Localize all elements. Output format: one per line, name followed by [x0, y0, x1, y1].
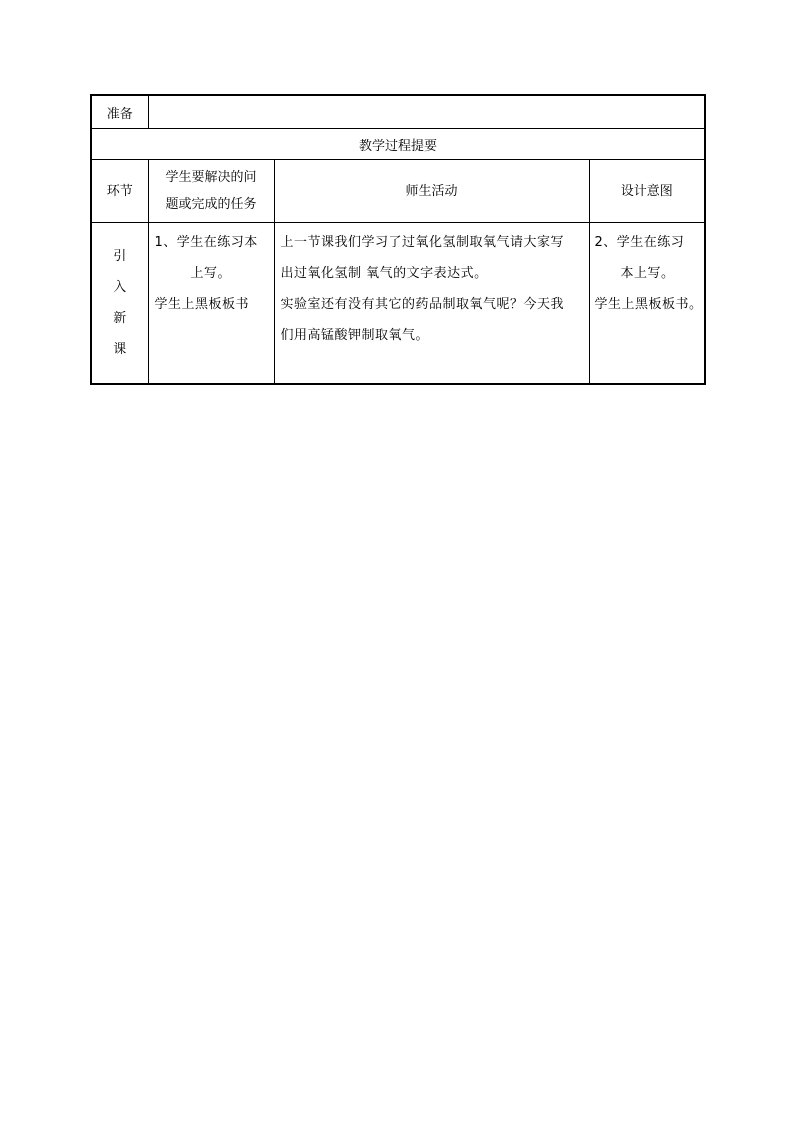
stage-char: 入: [113, 280, 127, 295]
header-intent: 设计意图: [589, 160, 705, 223]
intent-cell: [589, 223, 705, 385]
activity-line2: 出过氧化氢制 氧气的文字表达式。: [280, 266, 488, 281]
prep-row: [91, 95, 705, 129]
stage-label: [92, 241, 148, 365]
prep-value: [148, 95, 705, 129]
activity-cell: [274, 223, 589, 385]
intent-line1: 2、学生在练习: [594, 235, 685, 250]
intent-line2: 本上写。: [620, 266, 675, 281]
lesson-plan-table: [90, 94, 706, 385]
header-task-line2: 题或完成的任务: [165, 197, 257, 212]
task-line3: 学生上黑板板书: [154, 297, 250, 312]
prep-label: 准备: [91, 95, 148, 129]
header-row: [91, 160, 705, 223]
task-cell: [148, 223, 274, 385]
header-task: [148, 160, 274, 223]
intent-line3: 学生上黑板板书。: [594, 297, 703, 312]
stage-char: 新: [113, 311, 127, 326]
activity-line4: 们用高锰酸钾制取氧气。: [280, 328, 430, 343]
task-line2: 上写。: [190, 266, 232, 281]
stage-char: 课: [113, 342, 127, 357]
header-stage: 环节: [91, 160, 148, 223]
task-line1: 1、学生在练习本: [154, 235, 258, 250]
stage-cell: [91, 223, 148, 385]
header-task-line1: 学生要解决的问: [165, 170, 257, 185]
section-title-row: [91, 129, 705, 160]
header-activity: 师生活动: [274, 160, 589, 223]
activity-line3: 实验室还有没有其它的药品制取氧气呢？今天我: [280, 297, 565, 312]
content-row: [91, 223, 705, 385]
activity-line1: 上一节课我们学习了过氧化氢制取氧气请大家写: [280, 235, 565, 250]
stage-char: 引: [113, 249, 127, 264]
section-title: 教学过程提要: [91, 129, 705, 160]
